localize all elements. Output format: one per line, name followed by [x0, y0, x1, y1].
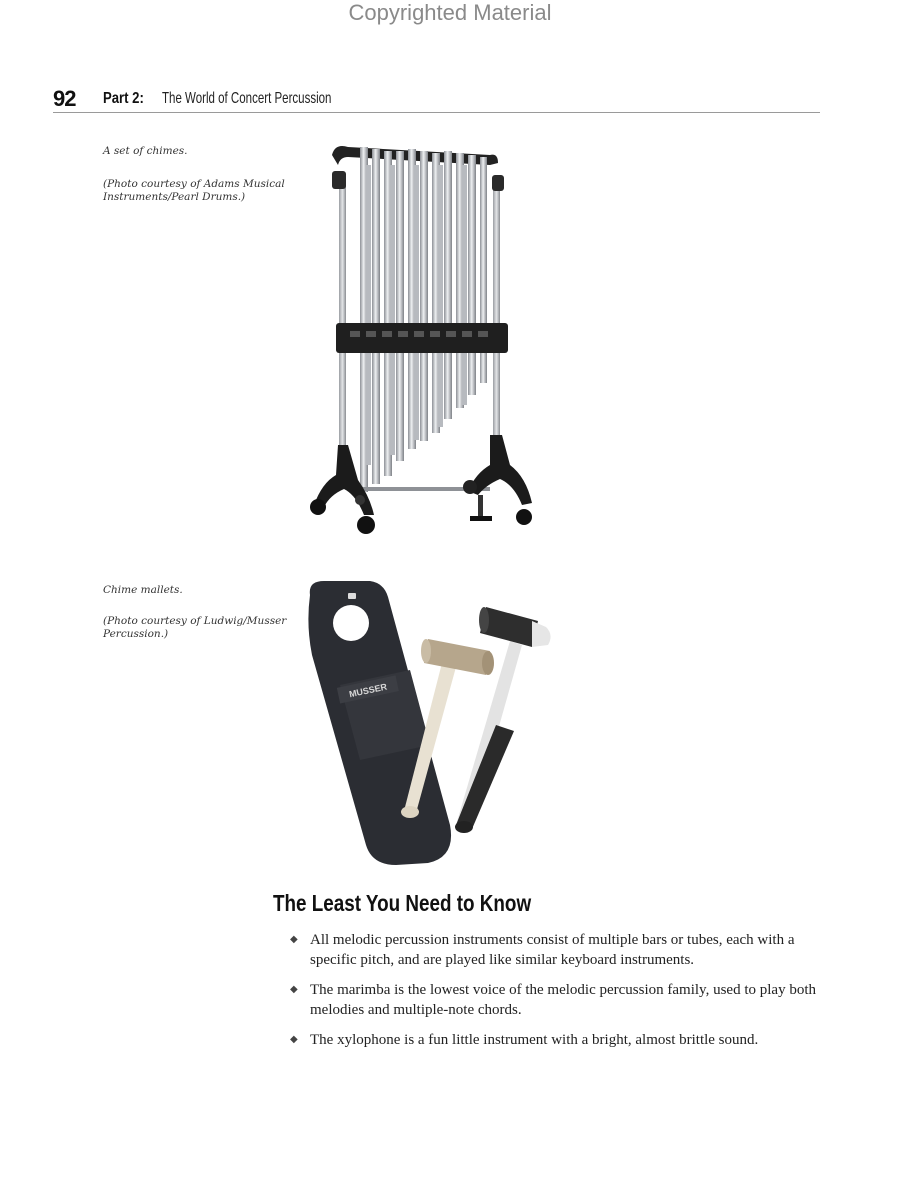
- figure-credit-chimes: (Photo courtesy of Adams Musical Instruments/Pearl Drums.): [103, 178, 285, 203]
- bullet-diamond-icon: ◆: [290, 1034, 298, 1045]
- part-label: Part 2:: [103, 90, 144, 107]
- list-item: [290, 1030, 830, 1050]
- part-title: The World of Concert Percussion: [162, 90, 332, 107]
- summary-bullet-list: [290, 930, 830, 1060]
- bullet-diamond-icon: ◆: [290, 934, 298, 945]
- figure-caption-mallets: Chime mallets.: [103, 584, 183, 596]
- chimes-damper-bar: [336, 323, 508, 353]
- section-heading: The Least You Need to Know: [273, 890, 532, 916]
- chimes-photo: [300, 135, 550, 560]
- header-rule: [53, 112, 820, 113]
- list-item: [290, 930, 830, 970]
- mallets-photo: [300, 575, 560, 870]
- list-item: [290, 980, 830, 1020]
- chimes-frame-right-pole: [493, 180, 500, 445]
- list-item-text: The marimba is the lowest voice of the melodic percussion family, used to play both melodies and multiple-note chords.: [310, 982, 816, 1018]
- chimes-right-base: [468, 435, 532, 505]
- bullet-diamond-icon: ◆: [290, 984, 298, 995]
- chimes-frame-left-pole: [339, 175, 346, 460]
- copyright-watermark: Copyrighted Material: [348, 0, 552, 25]
- dark-mallet: [455, 607, 551, 833]
- musser-logo-text: MUSSER: [348, 681, 388, 700]
- list-item-text: All melodic percussion instruments consist of multiple bars or tubes, each with a specific pitch, and are played like similar keyboard instruments.: [310, 932, 795, 968]
- bag-hole: [333, 605, 369, 641]
- page-number: 92: [53, 86, 76, 111]
- list-item-text: The xylophone is a fun little instrument with a bright, almost brittle sound.: [310, 1032, 759, 1048]
- chime-tubes: [360, 147, 487, 492]
- figure-credit-mallets: (Photo courtesy of Ludwig/Musser Percussion.): [103, 615, 287, 640]
- figure-caption-chimes: A set of chimes.: [103, 145, 188, 157]
